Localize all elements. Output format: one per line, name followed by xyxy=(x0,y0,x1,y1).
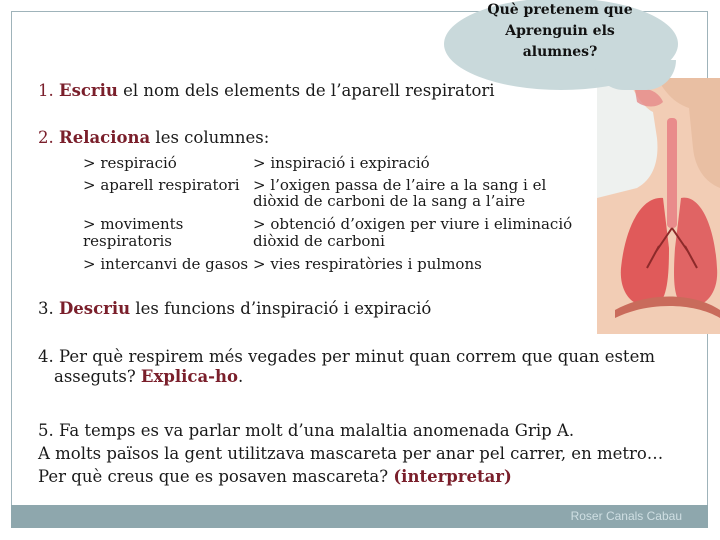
bubble-line: Què pretenem que xyxy=(487,2,633,18)
question-text: les columnes: xyxy=(150,128,270,147)
question-number: 1. xyxy=(38,81,54,100)
question-text: A molts països la gent utilitzava mascareta per anar pel carrer, en metro… xyxy=(38,444,664,463)
question-number: 3. xyxy=(38,299,54,318)
question-text: 5. Fa temps es va parlar molt d’una malaltia anomenada Grip A. xyxy=(38,421,575,440)
question-1 xyxy=(38,81,495,101)
question-4 xyxy=(38,347,655,387)
right-column-item: diòxid de carboni xyxy=(253,232,385,250)
respiratory-system-illustration-icon xyxy=(597,78,720,334)
question-keyword: Descriu xyxy=(59,299,131,318)
question-text: Per què creus que es posaven mascareta? xyxy=(38,467,394,486)
bubble-line: alumnes? xyxy=(522,44,598,60)
left-column-item: > moviments xyxy=(83,215,184,233)
question-text: el nom dels elements de l’aparell respiratori xyxy=(117,81,495,100)
question-keyword: (interpretar) xyxy=(393,467,512,486)
question-text: 4. Per què respirem més vegades per minut quan correm que quan estem xyxy=(38,347,655,366)
question-2 xyxy=(38,128,269,148)
question-3 xyxy=(38,299,431,319)
objectives-bubble-text xyxy=(470,0,650,63)
question-keyword: Escriu xyxy=(59,81,118,100)
question-text: les funcions d’inspiració i expiració xyxy=(130,299,432,318)
footer-author: Roser Canals Cabau xyxy=(570,509,682,523)
left-column-item: > respiració xyxy=(83,154,177,172)
left-column-item: > intercanvi de gasos xyxy=(83,255,249,273)
question-keyword: Relaciona xyxy=(59,128,151,147)
question-number: 2. xyxy=(38,128,54,147)
right-column-item: > l’oxigen passa de l’aire a la sang i el xyxy=(253,176,547,194)
right-column-item: diòxid de carboni de la sang a l’aire xyxy=(253,192,526,210)
question-text-line2 xyxy=(38,367,655,387)
question-punctuation: . xyxy=(238,367,244,386)
right-column-item: > inspiració i expiració xyxy=(253,154,430,172)
right-column-item: > vies respiratòries i pulmons xyxy=(253,255,482,273)
question-text-line3 xyxy=(38,465,663,488)
left-column-item: > aparell respiratori xyxy=(83,176,240,194)
right-column-item: > obtenció d’oxigen per viure i eliminació xyxy=(253,215,573,233)
bubble-line: Aprenguin els xyxy=(505,23,615,39)
left-column-item: respiratoris xyxy=(83,232,172,250)
question-text: asseguts? xyxy=(54,367,141,386)
question-5 xyxy=(38,419,663,488)
question-keyword: Explica-ho xyxy=(140,367,238,386)
